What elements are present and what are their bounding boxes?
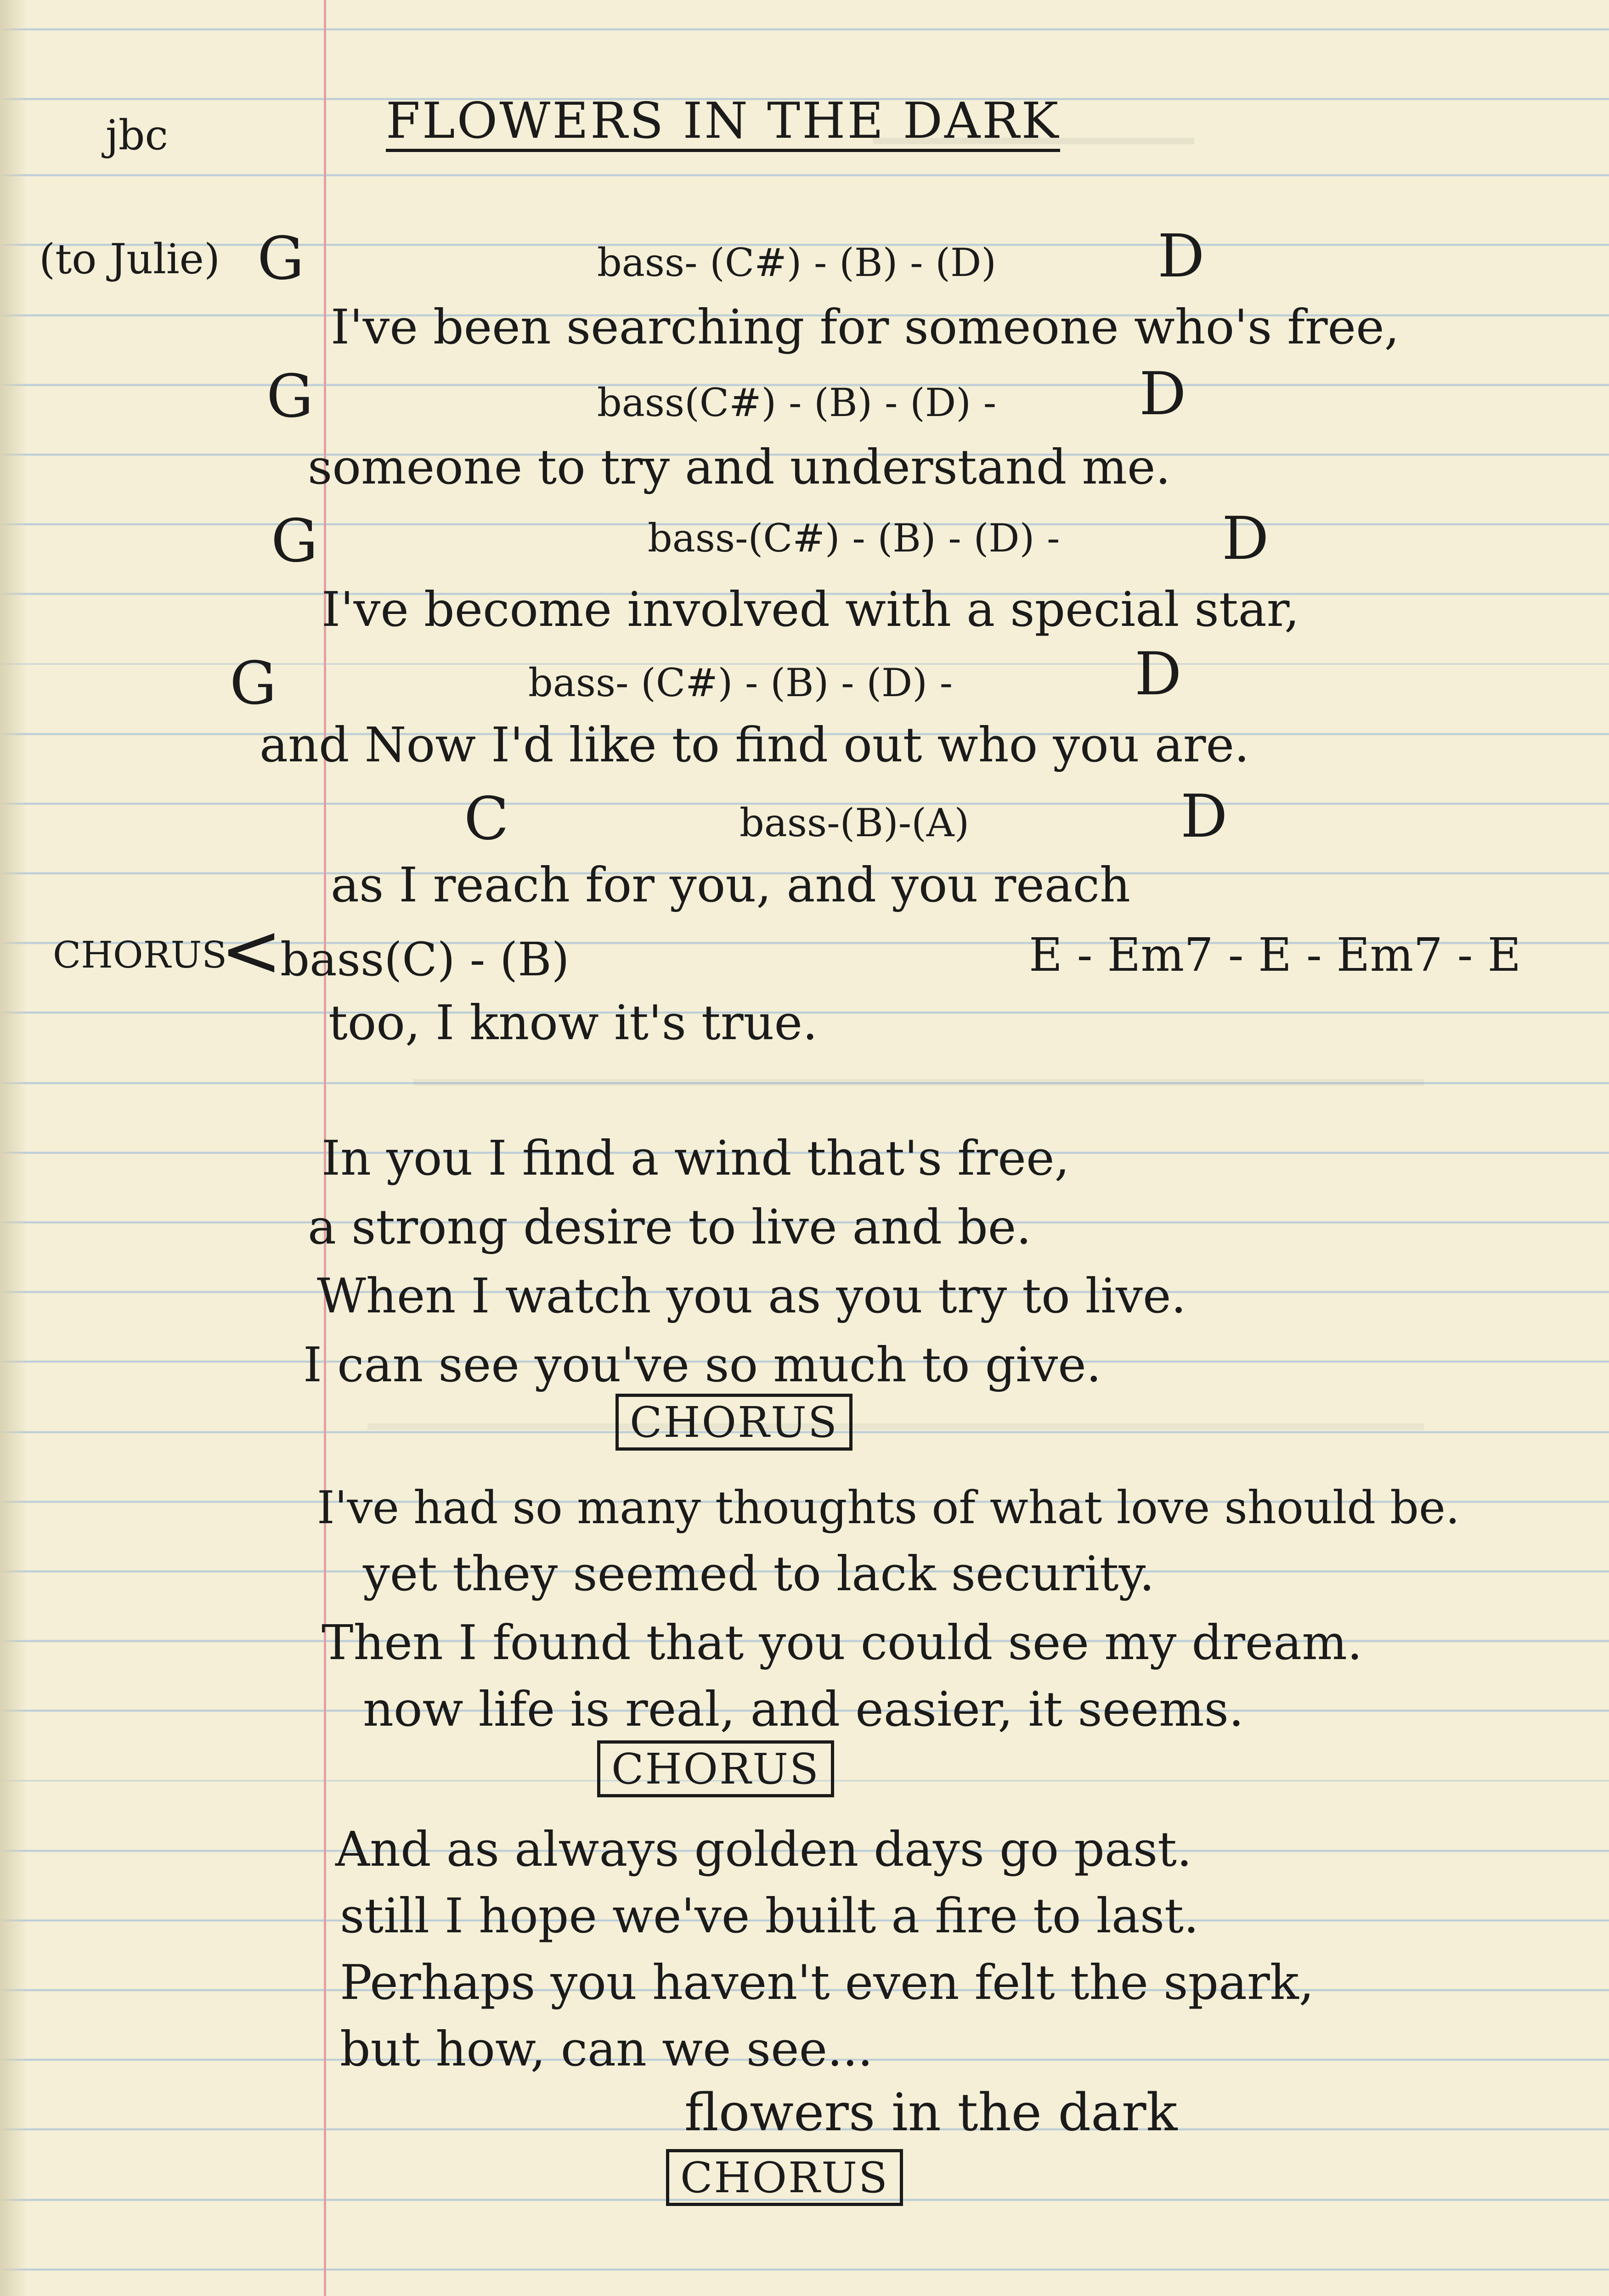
- chord-g-2: G: [266, 362, 314, 431]
- lyric-line-3: I've become involved with a special star,: [322, 581, 1300, 637]
- bass-run-2: bass(C#) - (B) - (D) -: [597, 380, 997, 425]
- bass-run-1: bass- (C#) - (B) - (D): [597, 240, 997, 285]
- chord-g-1: G: [257, 225, 305, 293]
- bass-run-3: bass-(C#) - (B) - (D) -: [648, 516, 1060, 561]
- lyric-line-5: as I reach for you, and you reach: [331, 857, 1130, 913]
- verse2-line-4: I can see you've so much to give.: [303, 1337, 1101, 1393]
- bass-run-5: bass-(B)-(A): [740, 800, 970, 845]
- chord-g-3: G: [271, 507, 318, 575]
- chord-e-sequence: E - Em7 - E - Em7 - E: [1029, 928, 1521, 982]
- verse4-line-5: flowers in the dark: [684, 2083, 1178, 2143]
- chorus-box-2: CHORUS: [597, 1740, 834, 1797]
- chorus-box-3: CHORUS: [666, 2149, 903, 2206]
- verse2-line-1: In you I find a wind that's free,: [322, 1130, 1070, 1186]
- verse3-line-3: Then I found that you could see my dream.: [322, 1615, 1363, 1671]
- dedication: (to Julie): [39, 235, 220, 283]
- verse3-line-4: now life is real, and easier, it seems.: [363, 1681, 1244, 1737]
- lyric-line-6: too, I know it's true.: [328, 995, 818, 1051]
- song-title: FLOWERS IN THE DARK: [386, 96, 1060, 152]
- chord-d-2: D: [1139, 360, 1186, 428]
- chord-d-4: D: [1135, 640, 1182, 709]
- chorus-margin-label: CHORUS: [53, 934, 227, 976]
- chord-d-3: D: [1222, 505, 1269, 573]
- verse4-line-4: but how, can we see...: [340, 2021, 873, 2077]
- chord-c: C: [464, 785, 509, 853]
- initials: jbc: [106, 111, 168, 159]
- verse3-line-1: I've had so many thoughts of what love should be.: [317, 1482, 1460, 1534]
- bleed-through-shape: [367, 1424, 1424, 1430]
- verse4-line-3: Perhaps you haven't even felt the spark,: [340, 1954, 1314, 2010]
- verse2-line-3: When I watch you as you try to live.: [317, 1268, 1186, 1324]
- bass-run-6: bass(C) - (B): [280, 933, 570, 986]
- lyric-line-1: I've been searching for someone who's free,: [331, 299, 1400, 355]
- lyric-line-4: and Now I'd like to find out who you are.: [260, 717, 1250, 773]
- page-left-edge: [0, 0, 28, 2296]
- verse2-line-2: a strong desire to live and be.: [308, 1199, 1032, 1255]
- verse3-line-2: yet they seemed to lack security.: [363, 1546, 1155, 1602]
- bleed-through-shape: [413, 1079, 1424, 1086]
- verse4-line-1: And as always golden days go past.: [335, 1821, 1192, 1877]
- chord-g-4: G: [230, 649, 277, 718]
- verse4-line-2: still I hope we've built a fire to last.: [340, 1888, 1199, 1944]
- chord-d-1: D: [1157, 222, 1205, 291]
- chorus-bracket-icon: <: [220, 907, 282, 993]
- chorus-box-1: CHORUS: [615, 1394, 852, 1451]
- chord-d-5: D: [1180, 782, 1228, 851]
- bass-run-4: bass- (C#) - (B) - (D) -: [528, 660, 953, 705]
- lyric-line-2: someone to try and understand me.: [308, 439, 1171, 495]
